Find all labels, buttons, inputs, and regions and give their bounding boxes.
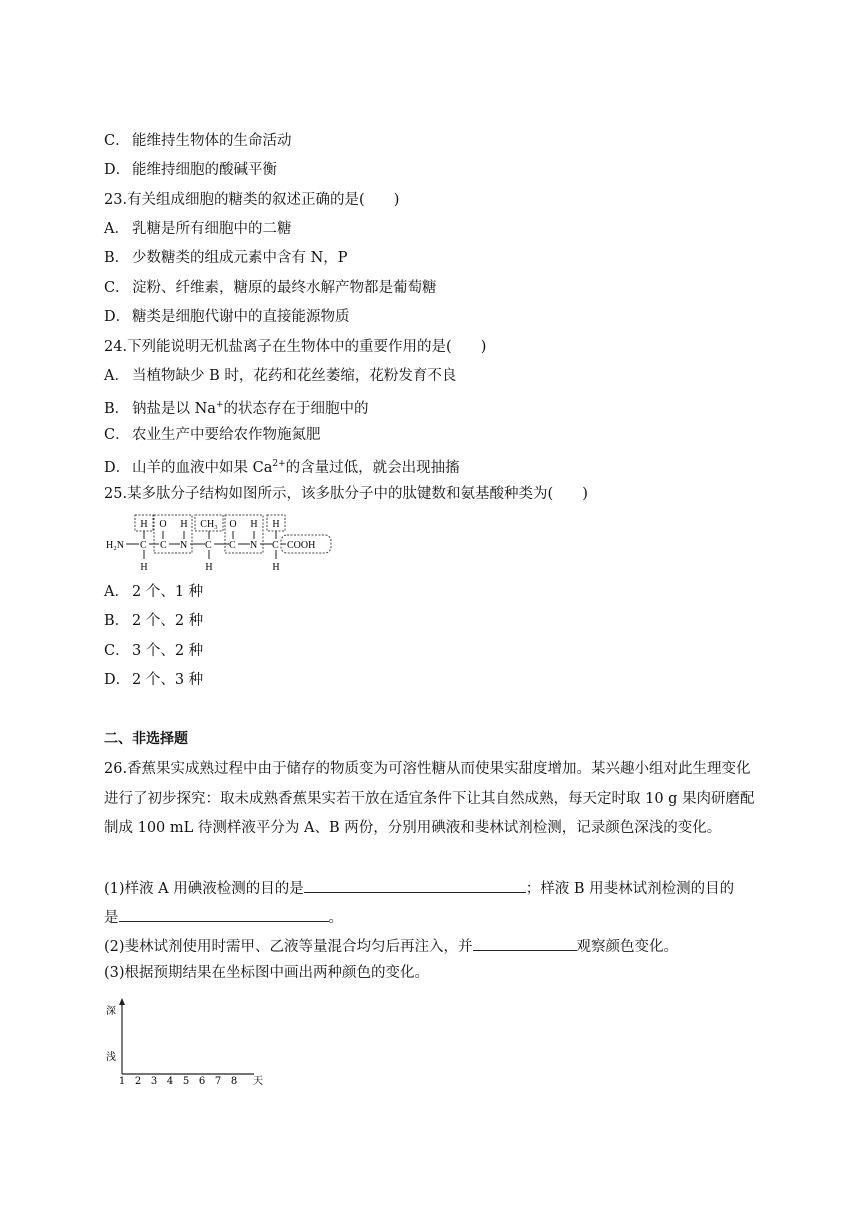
option-line: [104, 219, 292, 239]
y-axis-arrow: [119, 998, 125, 1005]
option-letter: C．: [104, 280, 130, 296]
question-26-part-1: [104, 876, 734, 899]
option-line: [104, 366, 456, 386]
amino-group-label: H₂N: [106, 540, 124, 551]
atom-label: H: [272, 519, 280, 530]
option-letter: B．: [104, 250, 130, 266]
option-text: 钠盐是以 Na: [132, 400, 216, 417]
superscript: +: [215, 400, 224, 410]
part-text: (3)根据预期结果在坐标图中画出两种颜色的变化。: [104, 965, 430, 981]
answer-blank[interactable]: [473, 934, 577, 951]
option-text: 能维持细胞的酸碱平衡: [132, 162, 277, 178]
option-letter: C．: [104, 133, 130, 149]
atom-label: C: [272, 540, 279, 551]
option-line: [104, 395, 369, 419]
x-tick-label: 8: [230, 1076, 238, 1087]
x-tick-label: 3: [150, 1076, 158, 1087]
option-letter: C．: [104, 427, 130, 443]
option-letter: D．: [104, 672, 131, 688]
option-text: 2 个、3 种: [132, 672, 204, 688]
option-letter: A．: [104, 368, 129, 384]
option-line: [104, 641, 203, 661]
option-text: 的状态存在于细胞中的: [223, 400, 369, 417]
x-axis-unit: 天: [253, 1076, 263, 1087]
x-tick-label: 7: [214, 1076, 222, 1087]
question-stem: 有关组成细胞的糖类的叙述正确的是( ): [127, 192, 400, 208]
option-line: [104, 248, 348, 268]
option-line: [104, 425, 321, 445]
option-line: [104, 160, 277, 180]
atom-label: N: [250, 540, 258, 551]
option-letter: B．: [104, 613, 130, 629]
y-axis-label-low: 浅: [106, 1052, 116, 1063]
option-letter: D．: [104, 162, 131, 178]
question-number: 24.: [104, 339, 128, 355]
answer-blank[interactable]: [119, 905, 329, 922]
atom-label: H: [180, 519, 188, 530]
atom-label: H: [205, 562, 213, 573]
option-line: [104, 131, 292, 151]
atom-label: O: [229, 519, 237, 530]
option-letter: D．: [104, 309, 131, 325]
atom-label: C: [205, 540, 212, 551]
option-text: 能维持生物体的生命活动: [132, 133, 292, 149]
x-axis-ticks: [119, 1076, 237, 1087]
question-number: 25.: [104, 486, 128, 502]
superscript: 2+: [272, 459, 286, 469]
option-text: 农业生产中要给农作物施氮肥: [132, 427, 321, 443]
option-letter: D．: [104, 459, 131, 476]
answer-blank[interactable]: [304, 876, 526, 893]
option-line: [104, 454, 460, 478]
atom-label: C: [140, 540, 147, 551]
option-text: 2 个、2 种: [132, 613, 204, 629]
part-text: (2)斐林试剂使用时需甲、乙液等量混合均匀后再注入，并: [104, 939, 473, 955]
option-line: [104, 582, 203, 602]
option-text: 2 个、1 种: [132, 584, 204, 600]
part-text: ；样液 B 用斐林试剂检测的目的: [525, 881, 735, 897]
y-axis-label-high: 深: [106, 1006, 116, 1017]
atom-label: C: [229, 540, 236, 551]
question-24: [104, 337, 486, 357]
blank-coordinate-axes[interactable]: [104, 996, 269, 1088]
question-number: 23.: [104, 192, 128, 208]
option-line: [104, 278, 437, 298]
atom-label: N: [180, 540, 188, 551]
atom-label: C: [160, 540, 167, 551]
atom-label: H: [250, 519, 258, 530]
question-stem: 某多肽分子结构如图所示，该多肽分子中的肽键数和氨基酸种类为( ): [127, 486, 588, 502]
atom-label: CH₃: [200, 519, 218, 530]
x-tick-label: 2: [134, 1076, 142, 1087]
x-tick-label: 6: [198, 1076, 206, 1087]
question-26-part-1-cont: [104, 905, 343, 928]
question-26-intro: 26.香蕉果实成熟过程中由于储存的物质变为可溶性糖从而使果实甜度增加。某兴趣小组对此生理变化进行了初步探究：取未成熟香蕉果实若干放在适宜条件下让其自然成熟，每天定时取 10 g 果肉研磨配制成 100 mL 待测样液平分为 A、B 两份，分别用碘液和斐林试剂检测，记录颜色深浅的变化。: [104, 761, 755, 836]
atom-label: O: [159, 519, 167, 530]
part-text: 。: [328, 910, 343, 926]
option-line: [104, 611, 203, 631]
x-tick-label: 1: [118, 1076, 126, 1087]
question-stem: 下列能说明无机盐离子在生物体中的重要作用的是( ): [127, 339, 487, 355]
question-26-part-2: [104, 934, 678, 957]
option-text: 乳糖是所有细胞中的二糖: [132, 221, 292, 237]
part-text: (1)样液 A 用碘液检测的目的是: [104, 881, 304, 897]
option-text: 的含量过低，就会出现抽搐: [285, 459, 460, 476]
option-letter: B．: [104, 400, 130, 417]
option-text: 少数糖类的组成元素中含有 N，P: [132, 250, 348, 266]
question-25: [104, 484, 588, 504]
question-26-part-3: [104, 963, 429, 983]
atom-label: H: [272, 562, 280, 573]
part-text: 是: [104, 910, 119, 926]
option-text: 山羊的血液中如果 Ca: [132, 459, 273, 476]
option-text: 淀粉、纤维素，糖原的最终水解产物都是葡萄糖: [132, 280, 437, 296]
option-letter: A．: [104, 584, 129, 600]
atom-label: H: [140, 519, 148, 530]
part-text: 观察颜色变化。: [576, 939, 679, 955]
carboxyl-label: COOH: [287, 540, 316, 551]
question-23: [104, 190, 399, 210]
option-line: [104, 670, 203, 690]
option-line: [104, 307, 350, 327]
option-text: 当植物缺少 B 时，花药和花丝萎缩，花粉发育不良: [132, 368, 457, 384]
section-title: 二、非选择题: [104, 731, 188, 747]
atom-label: H: [140, 562, 148, 573]
option-letter: C．: [104, 643, 130, 659]
option-text: 糖类是细胞代谢中的直接能源物质: [132, 309, 350, 325]
option-text: 3 个、2 种: [132, 643, 204, 659]
x-tick-label: 4: [166, 1076, 174, 1087]
peptide-structure-figure: [104, 511, 334, 575]
x-tick-label: 5: [182, 1076, 190, 1087]
option-letter: A．: [104, 221, 129, 237]
